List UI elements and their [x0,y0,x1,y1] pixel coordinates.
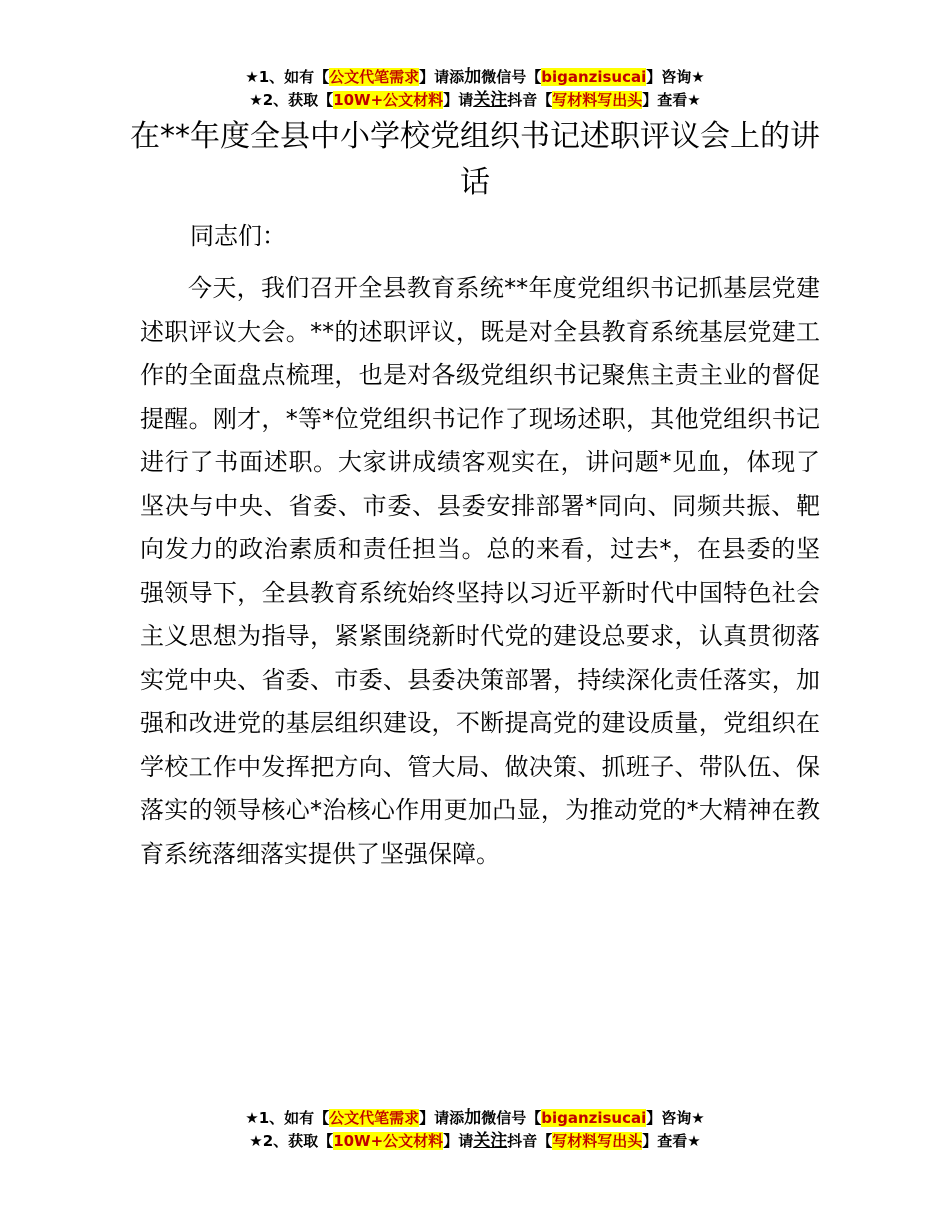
banner-line-1-suffix: 】咨询★ [646,68,705,86]
banner-line-2-mid: 】请 [443,91,474,109]
banner-line-1-prefix: ★1、如有【 [245,68,330,86]
footer-line-1-mid: 】请添 [419,1109,465,1127]
salutation: 同志们： [190,222,286,250]
banner-line-1-mid: 】请添 [419,68,465,86]
banner-highlight-wechat-id: biganzisucai [541,68,647,86]
footer-line-2-mid: 】请 [443,1132,474,1150]
footer-highlight-wechat-id: biganzisucai [541,1109,647,1127]
footer-highlight-douyin: 写材料写出头 [552,1132,643,1150]
banner-line-2-prefix: ★2、获取【 [249,91,334,109]
footer-line-1-mid-2: 微信号【 [481,1109,542,1127]
footer-line-2-prefix: ★2、获取【 [249,1132,334,1150]
footer-line-2-mid-2: 抖音【 [507,1132,553,1150]
banner-line-1-mid-2: 微信号【 [481,68,542,86]
banner-line-2-mid-2: 抖音【 [507,91,553,109]
header-banner [0,66,950,112]
footer-line-2 [0,1130,950,1153]
banner-highlight-service: 公文代笔需求 [329,68,420,86]
footer-line-1-prefix: ★1、如有【 [245,1109,330,1127]
footer-banner [0,1107,950,1153]
banner-highlight-materials: 10W+公文材料 [333,91,444,109]
footer-highlight-materials: 10W+公文材料 [333,1132,444,1150]
body-paragraph: 今天，我们召开全县教育系统**年度党组织书记抓基层党建述职评议大会。**的述职评议，既是对全县教育系统基层党建工作的全面盘点梳理，也是对各级党组织书记聚焦主责主业的督促提醒。刚才，*等*位党组织书记作了现场述职，其他党组织书记进行了书面述职。大家讲成绩客观实在，讲问题*见血，体现了坚决与中央、省委、市委、县委安排部署*同向、同频共振、靶向发力的政治素质和责任担当。总的来看，过去*，在县委的坚强领导下，全县教育系统始终坚持以习近平新时代中国特色社会主义思想为指导，紧紧围绕新时代党的建设总要求，认真贯彻落实党中央、省委、市委、县委决策部署，持续深化责任落实，加强和改进党的基层组织建设，不断提高党的建设质量，党组织在学校工作中发挥把方向、管大局、做决策、抓班子、带队伍、保落实的领导核心*治核心作用更加凸显，为推动党的*大精神在教育系统落细落实提供了坚强保障。 [140,274,820,868]
footer-line-1-suffix: 】咨询★ [646,1109,705,1127]
footer-highlight-service: 公文代笔需求 [329,1109,420,1127]
banner-line-2 [0,89,950,112]
document-title: 在**年度全县中小学校党组织书记述职评议会上的讲话 [130,119,820,200]
banner-line-2-suffix: 】查看★ [642,91,701,109]
footer-line-2-mid-emph: 关注 [473,1131,508,1151]
footer-line-1 [0,1107,950,1130]
footer-line-1-mid-emph: 加 [464,1108,482,1128]
banner-line-1-mid-emph: 加 [464,67,482,87]
banner-line-1 [0,66,950,89]
banner-highlight-douyin: 写材料写出头 [552,91,643,109]
footer-line-2-suffix: 】查看★ [642,1132,701,1150]
banner-line-2-mid-emph: 关注 [473,90,508,110]
